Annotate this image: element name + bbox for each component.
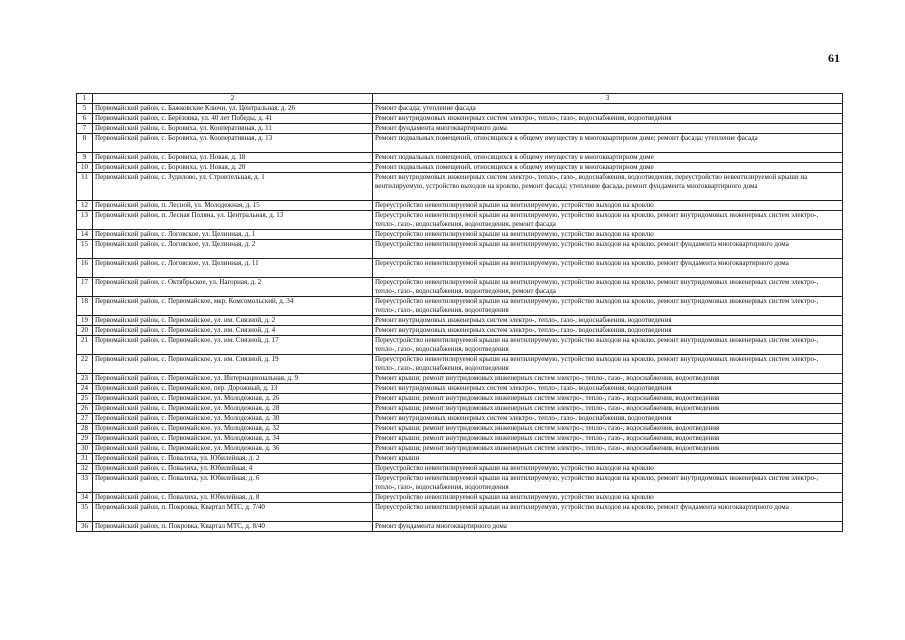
work-description-cell: Переустройство невентилируемой крыши на вентилируемую, устройство выходов на кровлю [373,230,843,240]
column-header-works: 3 [373,94,843,104]
row-number-cell: 20 [77,326,93,336]
address-cell: Первомайский район, с. Первомайское, мкр. Комсомольский, д. 34 [93,297,373,316]
table-row [77,336,843,355]
row-number-cell: 24 [77,384,93,394]
address-cell: Первомайский район, с. Первомайское, ул. им. Сиязной, д. 19 [93,355,373,374]
address-cell: Первомайский район, с. Октябрьское, ул. Нагорная, д. 2 [93,278,373,297]
work-description-cell: Ремонт фундамента многоквартирного дома [373,124,843,134]
row-number-cell: 15 [77,240,93,259]
work-description-cell: Ремонт фасада; утепление фасада [373,104,843,114]
work-description-cell: Переустройство невентилируемой крыши на вентилируемую, устройство выходов на кровлю, ремонт внутридомовых инженерных систем электро-, тепло-, газо-, водоснабжения, водоотведения [373,297,843,316]
work-description-cell: Ремонт подвальных помещений, относящихся к общему имуществу в многоквартирном доме [373,153,843,163]
address-cell: Первомайский район, с. Первомайское, ул. им. Сиязной, д. 2 [93,316,373,326]
address-cell: Первомайский район, с. Первомайское, ул. Интернациональная, д. 9 [93,374,373,384]
table-row [77,104,843,114]
row-number-cell: 27 [77,414,93,424]
table-row [77,173,843,201]
address-cell: Первомайский район, с. Зудилово, ул. Строительная, д. 1 [93,173,373,201]
work-description-cell: Переустройство невентилируемой крыши на вентилируемую, устройство выходов на кровлю, ремонт фундамента многоквартирного дома [373,259,843,278]
address-cell: Первомайский район, с. Берёзовка, ул. 40 лет Победы, д. 41 [93,114,373,124]
address-cell: Первомайский район, с. Первомайское, ул. Молодежная, д. 26 [93,394,373,404]
address-cell: Первомайский район, с. Логовское, ул. Целинная, д. 11 [93,259,373,278]
work-description-cell: Ремонт крыши [373,454,843,464]
work-description-cell: Ремонт внутридомовых инженерных систем электро-, тепло-, газо-, водоснабжения, водоотведения [373,114,843,124]
table-row [77,163,843,173]
table-row [77,384,843,394]
table-row [77,503,843,522]
row-number-cell: 17 [77,278,93,297]
table-row [77,114,843,124]
work-description-cell: Ремонт крыши; ремонт внутридомовых инженерных систем электро-, тепло-, газо-, водоснабжения, водоотведения [373,404,843,414]
row-number-cell: 29 [77,434,93,444]
address-cell: Первомайский район, с. Боровиха, ул. Кооперативная, д. 13 [93,134,373,153]
table-body [77,104,843,532]
table-row [77,474,843,493]
address-cell: Первомайский район, с. Первомайское, ул. Молодежная, д. 34 [93,434,373,444]
row-number-cell: 35 [77,503,93,522]
row-number-cell: 9 [77,153,93,163]
address-cell: Первомайский район, с. Логовское, ул. Целинная, д. 1 [93,230,373,240]
table-row [77,259,843,278]
column-header-address: 2 [93,94,373,104]
row-number-cell: 11 [77,173,93,201]
table-header-row [77,94,843,104]
address-cell: Первомайский район, п. Лесной, ул. Молодежная, д. 15 [93,201,373,211]
row-number-cell: 7 [77,124,93,134]
table-row [77,444,843,454]
table-row [77,134,843,153]
address-cell: Первомайский район, с. Первомайское, ул. Молодежная, д. 36 [93,444,373,454]
repair-works-table [76,93,843,532]
row-number-cell: 5 [77,104,93,114]
work-description-cell: Ремонт внутридомовых инженерных систем электро-, тепло-, газо-, водоснабжения, водоотведения [373,414,843,424]
table-row [77,355,843,374]
address-cell: Первомайский район, с. Повалиха, ул. Юбилейная, д. 2 [93,454,373,464]
work-description-cell: Ремонт крыши; ремонт внутридомовых инженерных систем электро-, тепло-, газо-, водоснабжения, водоотведения [373,374,843,384]
work-description-cell: Переустройство невентилируемой крыши на вентилируемую, устройство выходов на кровлю, ремонт внутридомовых инженерных систем электро-, тепло-, газо-, водоснабжения, водоотведения, ремонт фасада [373,278,843,297]
row-number-cell: 16 [77,259,93,278]
row-number-cell: 18 [77,297,93,316]
address-cell: Первомайский район, с. Боровиха, ул. Новая, д. 18 [93,153,373,163]
table-row [77,493,843,503]
table-row [77,522,843,532]
work-description-cell: Ремонт крыши; ремонт внутридомовых инженерных систем электро-, тепло-, газо-, водоснабжения, водоотведения [373,434,843,444]
work-description-cell: Ремонт внутридомовых инженерных систем электро-, тепло-, газо-, водоснабжения, водоотведения, переустройство невентилируемой крыши на вентилируемую, устройство выходов на кровлю, ремонт фасада; утепление фасада, ремонт фундамента многоквартирного дома [373,173,843,201]
column-header-number: 1 [77,94,93,104]
address-cell: Первомайский район, с. Повалиха, ул. Юбилейная, д. 6 [93,474,373,493]
row-number-cell: 22 [77,355,93,374]
table-row [77,454,843,464]
table-row [77,316,843,326]
work-description-cell: Переустройство невентилируемой крыши на вентилируемую, устройство выходов на кровлю [373,493,843,503]
row-number-cell: 14 [77,230,93,240]
row-number-cell: 34 [77,493,93,503]
row-number-cell: 26 [77,404,93,414]
address-cell: Первомайский район, п. Лесная Поляна, ул. Центральная, д. 13 [93,211,373,230]
work-description-cell: Ремонт подвальных помещений, относящихся к общему имуществу в многоквартирном доме; ремонт фасада; утепление фасада [373,134,843,153]
work-description-cell: Ремонт внутридомовых инженерных систем электро-, тепло-, газо-, водоснабжения, водоотведения [373,384,843,394]
row-number-cell: 21 [77,336,93,355]
table-row [77,464,843,474]
work-description-cell: Ремонт крыши; ремонт внутридомовых инженерных систем электро-, тепло-, газо-, водоснабжения, водоотведения [373,424,843,434]
table-row [77,394,843,404]
row-number-cell: 13 [77,211,93,230]
address-cell: Первомайский район, с. Бажковские Ключи, ул. Центральная, д. 26 [93,104,373,114]
table-row [77,297,843,316]
address-cell: Первомайский район, с. Повалиха, ул. Юбилейная, 4 [93,464,373,474]
row-number-cell: 10 [77,163,93,173]
table-row [77,240,843,259]
work-description-cell: Ремонт крыши; ремонт внутридомовых инженерных систем электро-, тепло-, газо-, водоснабжения, водоотведения [373,444,843,454]
table-row [77,414,843,424]
page-number: 61 [828,51,840,65]
row-number-cell: 30 [77,444,93,454]
work-description-cell: Ремонт внутридомовых инженерных систем электро-, тепло-, газо-, водоснабжения, водоотведения [373,316,843,326]
work-description-cell: Переустройство невентилируемой крыши на вентилируемую, устройство выходов на кровлю [373,201,843,211]
table-row [77,424,843,434]
address-cell: Первомайский район, с. Логовское, ул. Целинная, д. 2 [93,240,373,259]
work-description-cell: Переустройство невентилируемой крыши на вентилируемую, устройство выходов на кровлю, ремонт внутридомовых инженерных систем электро-, тепло-, газо-, водоснабжения, водоотведения [373,355,843,374]
work-description-cell: Переустройство невентилируемой крыши на вентилируемую, устройство выходов на кровлю, ремонт внутридомовых инженерных систем электро-, тепло-, газо-, водоснабжения, водоотведения, ремонт фасада [373,211,843,230]
row-number-cell: 36 [77,522,93,532]
address-cell: Первомайский район, с. Первомайское, пер. Дорожный, д. 13 [93,384,373,394]
row-number-cell: 19 [77,316,93,326]
row-number-cell: 25 [77,394,93,404]
table-row [77,374,843,384]
address-cell: Первомайский район, с. Боровиха, ул. Кооперативная, д. 11 [93,124,373,134]
table-row [77,211,843,230]
address-cell: Первомайский район, с. Повалиха, ул. Юбилейная, д. 8 [93,493,373,503]
address-cell: Первомайский район, с. Первомайское, ул. им. Сиязной, д. 17 [93,336,373,355]
address-cell: Первомайский район, с. Боровиха, ул. Новая, д. 20 [93,163,373,173]
address-cell: Первомайский район, с. Первомайское, ул. Молодежная, д. 32 [93,424,373,434]
table-row [77,404,843,414]
address-cell: Первомайский район, с. Первомайское, ул. Молодежная, д. 28 [93,404,373,414]
work-description-cell: Переустройство невентилируемой крыши на вентилируемую, устройство выходов на кровлю, ремонт внутридомовых инженерных систем электро-, тепло-, газо-, водоснабжения, водоотведения [373,336,843,355]
row-number-cell: 23 [77,374,93,384]
table-row [77,326,843,336]
address-cell: Первомайский район, п. Покровка, Квартал МТС, д. 8/40 [93,522,373,532]
address-cell: Первомайский район, п. Покровка, Квартал МТС, д. 7/40 [93,503,373,522]
row-number-cell: 12 [77,201,93,211]
row-number-cell: 32 [77,464,93,474]
table-row [77,124,843,134]
row-number-cell: 31 [77,454,93,464]
work-description-cell: Переустройство невентилируемой крыши на вентилируемую, устройство выходов на кровлю, ремонт фундамента многоквартирного дома [373,503,843,522]
work-description-cell: Переустройство невентилируемой крыши на вентилируемую, устройство выходов на кровлю, ремонт внутридомовых инженерных систем электро-, тепло-, газо-, водоснабжения, водоотведения [373,474,843,493]
table-row [77,434,843,444]
work-description-cell: Переустройство невентилируемой крыши на вентилируемую, устройство выходов на кровлю [373,464,843,474]
work-description-cell: Переустройство невентилируемой крыши на вентилируемую, устройство выходов на кровлю, ремонт фундамента многоквартирного дома [373,240,843,259]
row-number-cell: 6 [77,114,93,124]
work-description-cell: Ремонт подвальных помещений, относящихся к общему имуществу в многоквартирном доме [373,163,843,173]
address-cell: Первомайский район, с. Первомайское, ул. Молодежная, д. 30 [93,414,373,424]
row-number-cell: 33 [77,474,93,493]
row-number-cell: 8 [77,134,93,153]
address-cell: Первомайский район, с. Первомайское, ул. им. Сиязной, д. 4 [93,326,373,336]
table-row [77,278,843,297]
table-row [77,153,843,163]
table-row [77,201,843,211]
work-description-cell: Ремонт крыши; ремонт внутридомовых инженерных систем электро-, тепло-, газо-, водоснабжения, водоотведения [373,394,843,404]
row-number-cell: 28 [77,424,93,434]
work-description-cell: Ремонт внутридомовых инженерных систем электро-, тепло-, газо-, водоснабжения, водоотведения [373,326,843,336]
work-description-cell: Ремонт фундамента многоквартирного дома [373,522,843,532]
table-row [77,230,843,240]
